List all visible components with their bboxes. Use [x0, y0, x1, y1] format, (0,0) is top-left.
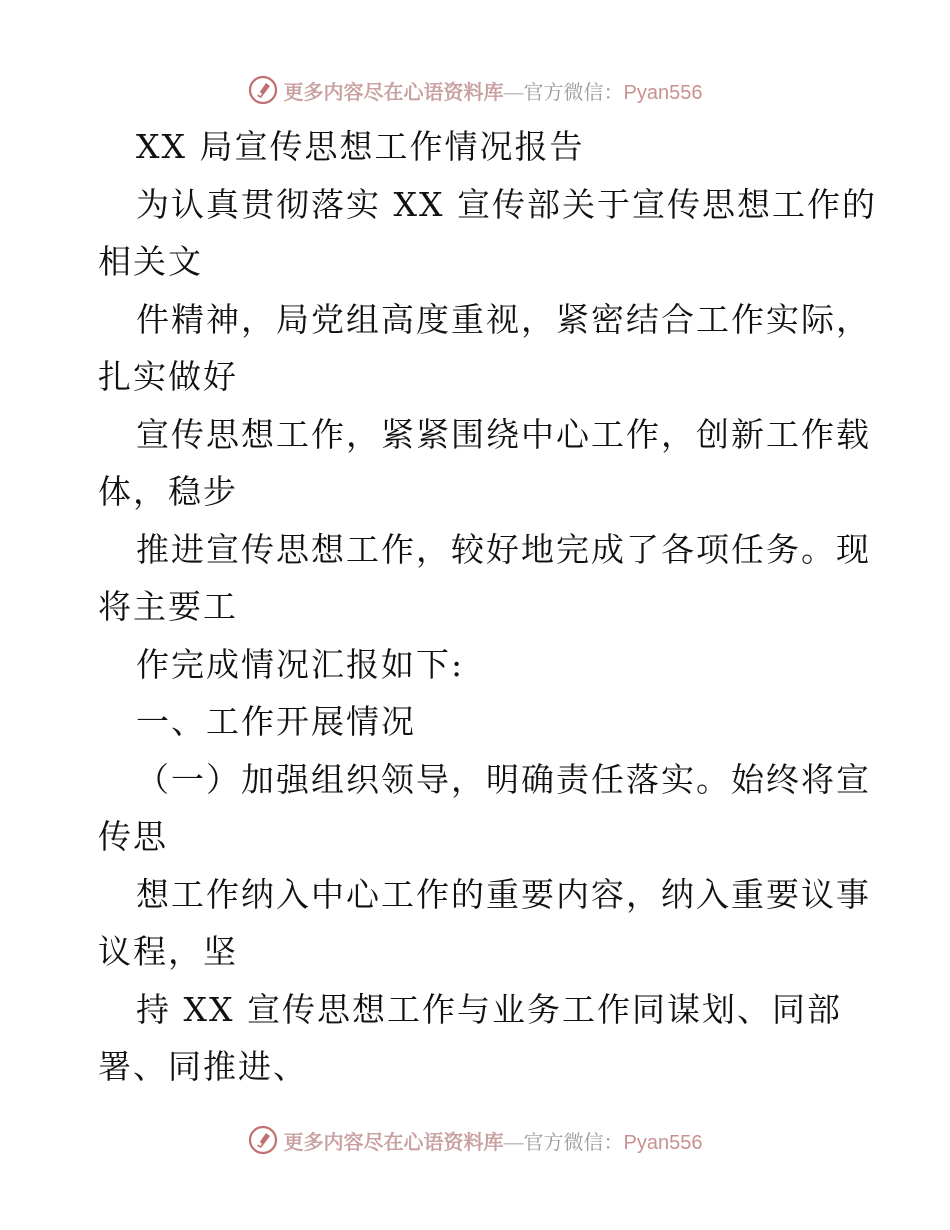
paragraph-line: 署、同推进、 [98, 1047, 308, 1086]
paragraph-line: 议程，坚 [98, 932, 238, 971]
watermark-brand: 更多内容尽在心语资料库 [283, 1131, 504, 1154]
subsection-heading: （一）加强组织领导，明确责任落实。始终将宣 [136, 759, 871, 799]
watermark-text [284, 76, 703, 105]
header-watermark [0, 70, 950, 110]
watermark-wechat-label: 官方微信： [523, 1131, 624, 1154]
document-body [98, 118, 877, 1096]
watermark-brand: 更多内容尽在心语资料库 [283, 81, 504, 104]
paragraph-line: 将主要工 [98, 587, 238, 626]
watermark-text [284, 1126, 703, 1155]
paragraph-line: 持 XX 宣传思想工作与业务工作同谋划、同部 [136, 989, 842, 1029]
pen-nib-logo-icon [248, 1125, 278, 1155]
paragraph-line: 传思 [98, 817, 168, 856]
watermark-separator: — [503, 1131, 524, 1154]
watermark-wechat-handle: Pyan556 [623, 1131, 703, 1154]
paragraph-line: 扎实做好 [98, 357, 238, 396]
paragraph-line: 相关文 [98, 242, 203, 281]
paragraph-line: 体，稳步 [98, 472, 238, 511]
section-heading: 一、工作开展情况 [136, 702, 416, 741]
paragraph-line: 宣传思想工作，紧紧围绕中心工作，创新工作载 [136, 414, 871, 454]
paragraph-line: 作完成情况汇报如下: [136, 644, 465, 684]
paragraph-line: 件精神，局党组高度重视，紧密结合工作实际， [136, 299, 871, 339]
footer-watermark [0, 1120, 950, 1160]
document-title: XX 局宣传思想工作情况报告 [136, 127, 585, 166]
paragraph-line: 推进宣传思想工作，较好地完成了各项任务。现 [136, 529, 871, 569]
pen-nib-logo-icon [248, 75, 278, 105]
watermark-wechat-label: 官方微信： [523, 81, 624, 104]
watermark-wechat-handle: Pyan556 [623, 81, 703, 104]
watermark-separator: — [503, 81, 524, 104]
paragraph-line: 想工作纳入中心工作的重要内容，纳入重要议事 [136, 874, 871, 914]
paragraph-line: 为认真贯彻落实 XX 宣传部关于宣传思想工作的 [136, 184, 877, 224]
